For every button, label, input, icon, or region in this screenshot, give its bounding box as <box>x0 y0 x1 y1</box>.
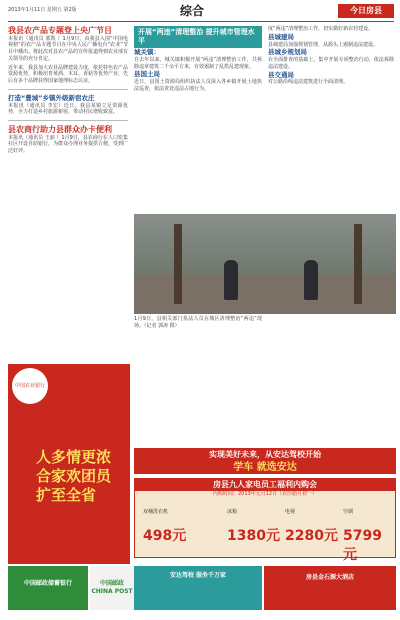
issue-date: 2013年1月11日 星期五 第2版 <box>8 7 77 13</box>
promo-subtitle: 内购时间：2013年元月12日（农历腊月初一） <box>212 491 318 497</box>
promo-item-price: 1380元 <box>227 528 280 544</box>
subhead: 县城乡规划局 <box>268 48 307 57</box>
article-body: 本报讯（通讯员 李宏）近日，我县某镇立足资源优势，全力打造乡村旅游新宿，带动村民增收致富。 <box>8 102 128 116</box>
article-body: 自去年以来，城关镇积极开展“两违”清理整治工作，共拆除违章建筑二千余平方米，有效遏制了乱搭乱建现象。 <box>134 56 262 70</box>
promo-item-name: 双桶洗衣机 <box>143 509 169 515</box>
section-title: 综合 <box>180 4 205 18</box>
banner-line-2: 学车 就选安达 <box>233 461 297 473</box>
promo-item-name: 电视 <box>285 509 296 515</box>
feature-banner[interactable]: 开展“两违”清理整治 提升城市管理水平 <box>134 26 262 48</box>
column-left <box>8 26 128 155</box>
footer-ad-school[interactable]: 安达驾校 服务千万家 <box>134 566 262 610</box>
column-right <box>268 26 394 86</box>
article-body: 对公路沿线违法建筑进行全面清理。 <box>268 79 349 86</box>
promo-item-price: 5799元 <box>343 528 382 563</box>
worker-figure <box>304 260 318 300</box>
banner-line-1: 实现美好未来，从安达驾校开始 <box>209 450 321 459</box>
headline[interactable]: 我县农产品专题登上央广节目 <box>8 26 112 35</box>
promo-item-name: 空调 <box>343 509 354 515</box>
divider <box>8 120 128 121</box>
appliance-promo[interactable] <box>134 478 396 563</box>
bank-advertisement[interactable] <box>8 364 130 564</box>
footer-ad-bank[interactable]: 中国邮政储蓄银行 <box>8 566 88 610</box>
promo-item-price: 498元 <box>143 528 187 544</box>
worker-figure <box>224 260 238 300</box>
headline[interactable]: 打造“豊城”乡镇外级新宿农庄 <box>8 93 95 102</box>
article-body: 本报讯（通讯员 王丽 ）1月9日，县农商行在人口密集社区开设自助银行，为群众办理业务提供方便，受到广泛好评。 <box>8 134 129 155</box>
column-middle <box>134 26 262 93</box>
tree-trunk <box>174 224 182 304</box>
subhead: 城关镇： <box>134 48 160 57</box>
subhead: 县交通局 <box>268 70 294 79</box>
article-body: 县城建局加强规划管理，从源头上遏制违法建设。 <box>268 41 379 48</box>
divider <box>8 89 128 90</box>
driving-school-banner[interactable] <box>134 448 396 474</box>
page-header <box>8 4 394 22</box>
promo-item-price: 2280元 <box>285 528 338 544</box>
subhead: 县城建局 <box>268 32 294 41</box>
masthead-logo: 今日房县 <box>338 4 394 18</box>
article-body: 近年来，我县加大农业品牌建设力度，依托特色农产品资源优势，积极培育黄酒、木耳、香菇等优势产业，先后有多个品牌获得国家地理标志认证。 <box>8 64 129 85</box>
footer-ad-post[interactable]: 中国邮政 CHINA POST <box>90 566 134 610</box>
news-photo[interactable] <box>134 214 396 314</box>
article-body: 在全面排查的基础上，集中开展专项整治行动，依法拆除违法建设。 <box>268 57 394 70</box>
ad-slogan: 人多情更浓 合家欢团员 扩至全省 <box>36 448 112 504</box>
article-body: 本报讯（通讯员 郭凯 ）1月9日，由我县入围“中国电视榜”的农产品专题节目在中央人民广播电台“农业”节目中播出。将此次对县农产品的宣传报道得到农业部有关领导的充分肯定。 <box>8 35 129 62</box>
promo-item-name: 冰箱 <box>227 509 238 515</box>
article-body: 近日，县国土资源局组织执法人员深入各乡镇开展土地执法巡查，依法查处违法占地行为。 <box>134 79 262 92</box>
bank-logo: 中国农业银行 <box>12 368 48 404</box>
subhead: 县国土局 <box>134 70 160 79</box>
tree-trunk <box>354 224 362 304</box>
article-body: 度“两违”清理整治工作，切实做好新农村建设。 <box>268 26 374 32</box>
headline[interactable]: 县农商行助力县群众办卡便利 <box>8 125 112 135</box>
footer-ad-hotel[interactable]: 房县金石源大酒店 <box>264 566 396 610</box>
photo-caption: 1月9日，县相关部门执法人员在城区清理整治“两违”现场。（记者 郭涛 摄） <box>134 316 262 329</box>
promo-title: 房县九人家电员工福利内购会 <box>135 479 395 491</box>
